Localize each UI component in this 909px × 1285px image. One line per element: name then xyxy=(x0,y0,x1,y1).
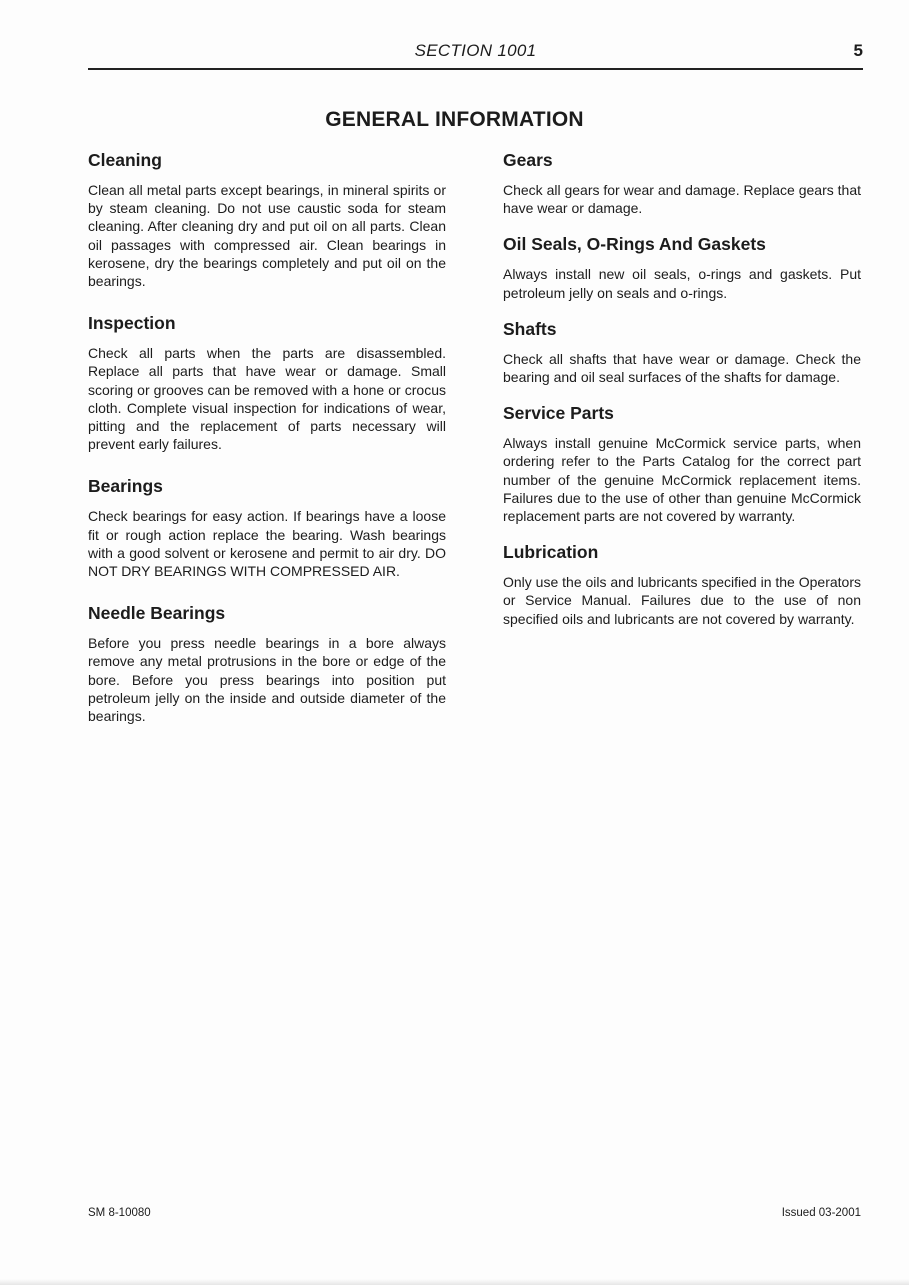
section-body: Check bearings for easy action. If bearings have a loose fit or rough action replace the bearing. Wash bearings with a good solvent or kerosene and permit to air dry. DO NOT DRY BEARINGS WITH COMPRESSED AIR. xyxy=(88,508,446,580)
section-body: Before you press needle bearings in a bore always remove any metal protrusions in the bore or edge of the bore. Before you press bearings into position put petroleum jelly on the inside and outside diameter of the bearings. xyxy=(88,635,446,725)
page-title: GENERAL INFORMATION xyxy=(325,108,584,131)
section-body: Always install genuine McCormick service parts, when ordering refer to the Parts Catalog for the correct part number of the genuine McCormick replacement items. Failures due to the use of other than genuine McCormick replacement parts are not covered by warranty. xyxy=(503,435,861,525)
section-body: Clean all metal parts except bearings, in mineral spirits or by steam cleaning. Do not use caustic soda for steam cleaning. After cleaning dry and put oil on all parts. Clean oil passages with compressed air. Clean bearings in kerosene, dry the bearings completely and put oil on the bearings. xyxy=(88,182,446,290)
section-heading: Bearings xyxy=(88,476,163,497)
section-title: SECTION 1001 xyxy=(414,41,537,60)
section-shafts xyxy=(503,319,861,386)
section-body: Only use the oils and lubricants specified in the Operators or Service Manual. Failures due to the use of non specified oils and lubricants are not covered by warranty. xyxy=(503,574,861,627)
right-column xyxy=(503,150,861,645)
scan-edge xyxy=(0,1279,909,1285)
page-number: 5 xyxy=(853,41,863,60)
section-heading: Oil Seals, O-Rings And Gaskets xyxy=(503,234,766,255)
section-heading: Cleaning xyxy=(88,150,162,170)
section-needle-bearings xyxy=(88,603,446,725)
section-inspection xyxy=(88,313,446,453)
section-heading: Gears xyxy=(503,150,553,170)
section-heading: Lubrication xyxy=(503,542,599,563)
section-heading: Service Parts xyxy=(503,403,614,424)
section-lubrication xyxy=(503,542,861,628)
section-service-parts xyxy=(503,403,861,525)
section-body: Check all gears for wear and damage. Replace gears that have wear or damage. xyxy=(503,182,861,217)
section-cleaning xyxy=(88,150,446,290)
footer-issue-date: Issued 03-2001 xyxy=(781,1207,861,1219)
footer-manual-number: SM 8-10080 xyxy=(88,1207,151,1219)
section-gears xyxy=(503,150,861,217)
section-heading: Inspection xyxy=(88,313,176,334)
section-body: Always install new oil seals, o-rings and gaskets. Put petroleum jelly on seals and o-rings. xyxy=(503,266,861,301)
section-heading: Needle Bearings xyxy=(88,603,226,624)
page-header xyxy=(88,38,863,70)
section-heading: Shafts xyxy=(503,318,557,339)
section-body: Check all shafts that have wear or damage. Check the bearing and oil seal surfaces of the shafts for damage. xyxy=(503,350,861,386)
section-bearings xyxy=(88,476,446,580)
section-oil-seals xyxy=(503,234,861,301)
section-body: Check all parts when the parts are disassembled. Replace all parts that have wear or damage. Small scoring or grooves can be removed with a hone or crocus cloth. Complete visual inspection for indications of wear, pitting and the replacement of parts necessary will prevent early failures. xyxy=(88,345,446,453)
left-column xyxy=(88,150,446,748)
